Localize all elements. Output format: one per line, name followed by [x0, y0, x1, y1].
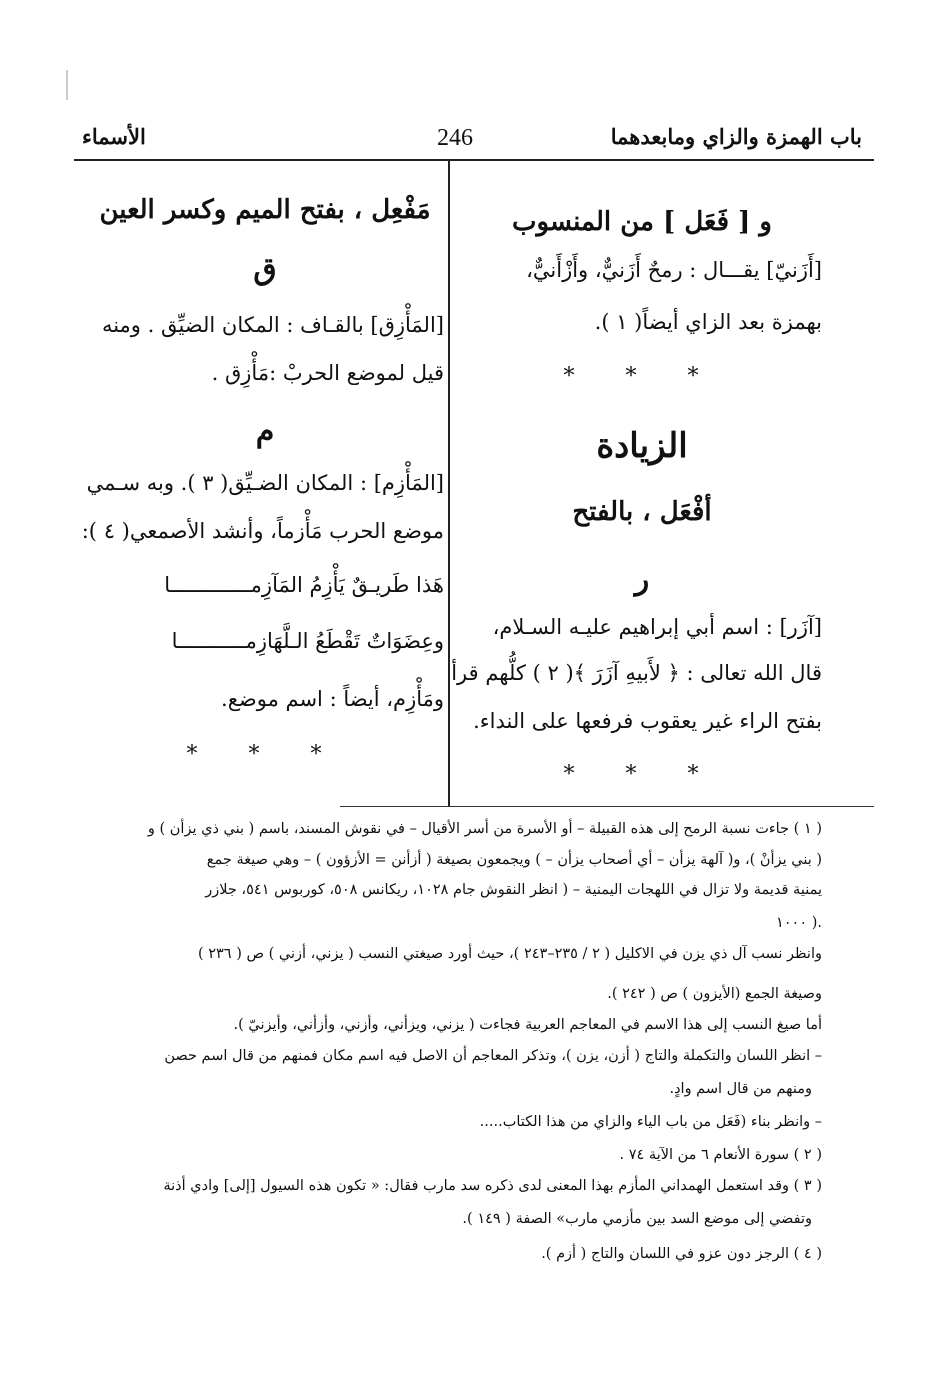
heading-mansub: و [ فَعَل ] من المنسوب: [512, 207, 772, 237]
running-header-chapter: باب الهمزة والزاي ومابعدهما: [610, 124, 862, 149]
entry-azani-line-2: بهمزة بعد الزاي أيضاً( ١ ).: [594, 310, 822, 334]
entry-maziq-line-2: قيل لموضع الحربْ :مَأْزِق .: [211, 361, 444, 385]
footnote-rule: [340, 806, 874, 807]
entry-azar-line-3: بفتح الراء غير يعقوب فرفعها على النداء.: [473, 709, 822, 733]
heading-ziyada: الزيادة: [596, 426, 688, 466]
footnote-line: وتفضي إلى موضع السد بين مأزمي مارب» الصفة ( ١٤٩ ).: [462, 1211, 812, 1227]
entry-azar-line-1: [آزَر] : اسم أبي إبراهيم عليـه السـلام،: [492, 615, 822, 639]
stars-divider: * * *: [186, 742, 344, 767]
heading-afal: أفْعَل ، بالفتح: [572, 497, 712, 527]
page-number: 246: [437, 125, 473, 151]
footnote-line: – انظر اللسان والتكملة والتاج ( أزن، يزن )، وتذكر المعاجم أن الاصل فيه اسم مكان فمنهم من قال اسم حصن: [164, 1048, 822, 1064]
footnote-line: أما صيغ النسب إلى هذا الاسم في المعاجم العربية فجاءت ( يزني، ويزأني، وأزني، وأزأني، وأيزنيّ ).: [233, 1017, 822, 1033]
footnote-line: يمنية قديمة ولا تزال في اللهجات اليمنية – ( انظر النقوش جام ١٠٢٨، ريكانس ٥٠٨، كوربوس ٥٤١، جلازر: [205, 882, 822, 898]
footnote-line: ( بني يزأنْ )، و( آلهة يزأن – أي أصحاب يزأن – ) ويجمعون بصيغة ( أزأنن = الأزؤون ) – وهي صيغة جمع: [206, 852, 822, 868]
footnote-line: ومنهم من قال اسم وادٍ.: [669, 1081, 812, 1097]
footnote-line: ( ٢ ) سورة الأنعام ٦ من الآية ٧٤ .: [619, 1147, 822, 1163]
letter-ra: ر: [634, 562, 650, 597]
letter-qaf: ق: [253, 252, 277, 287]
entry-azani-line-1: [أَزَنيّ] يقـــال : رمحٌ أَزَنيٌّ، وأَزْأَنيٌّ،: [526, 258, 822, 282]
footnote-line: وصيغة الجمع (الأيزون ) ص ( ٢٤٢ ).: [607, 986, 822, 1002]
running-header-section: الأسماء: [82, 124, 146, 149]
header-rule: [74, 159, 874, 161]
entry-azar-line-2: قال الله تعالى : ﴿ لأَبيهِ آزَرَ ﴾( ٢ ) كلُّهم قرأ: [451, 661, 822, 685]
scan-mark: [66, 70, 68, 100]
letter-mim: م: [255, 414, 275, 449]
footnote-line: ١٠٠٠ ).: [775, 915, 822, 931]
column-divider: [448, 161, 450, 807]
footnote-line: ( ٣ ) وقد استعمل الهمداني المأزم بهذا المعنى لدى ذكره سد مارب فقال: « تكون هذه السيول [إلى] وادي أذنة: [163, 1178, 822, 1194]
footnote-line: ( ١ ) جاءت نسبة الرمح إلى هذه القبيلة – أو الأسرة من أسر الأقيال – في نقوش المسند، باسم ( بني ذي يزأن ) و: [147, 821, 822, 837]
entry-mazim-2: ومَأْزِم، أيضاً : اسم موضع.: [221, 687, 444, 711]
entry-maziq-line-1: [المَأْزِق] بالقـاف : المكان الضيِّق . ومنه: [101, 313, 444, 337]
entry-mazim-line-1: [المَأْزِم] : المكان الضـيِّق( ٣ ). وبه سـمي: [86, 471, 444, 495]
verse-line-1: هَذا طَريـقٌ يَأْزِمُ المَآزِمـــــــــــــا: [164, 573, 444, 597]
stars-divider: * * *: [563, 364, 721, 389]
heading-mafil: مَفْعِل ، بفتح الميم وكسر العين: [99, 195, 431, 225]
stars-divider: * * *: [563, 762, 721, 787]
footnote-line: – وانظر بناء (فَعَل من باب الياء والزاي من هذا الكتاب.....: [479, 1114, 822, 1130]
footnote-line: وانظر نسب آل ذي يزن في الاكليل ( ٢ / ٢٣٥–٢٤٣ )، حيث أورد صيغتي النسب ( يزني، أزني ) ص ( ٢٣٦ ): [197, 946, 822, 962]
verse-line-2: وعِضَوَاتٌ تَقْطَعُ الـلَّهَازِمـــــــــــا: [171, 629, 444, 653]
entry-mazim-line-2: موضع الحرب مَأْزماً، وأنشد الأصمعي( ٤ ):: [81, 519, 444, 543]
footnote-line: ( ٤ ) الرجز دون عزو في اللسان والتاج ( أزم ).: [541, 1246, 822, 1262]
